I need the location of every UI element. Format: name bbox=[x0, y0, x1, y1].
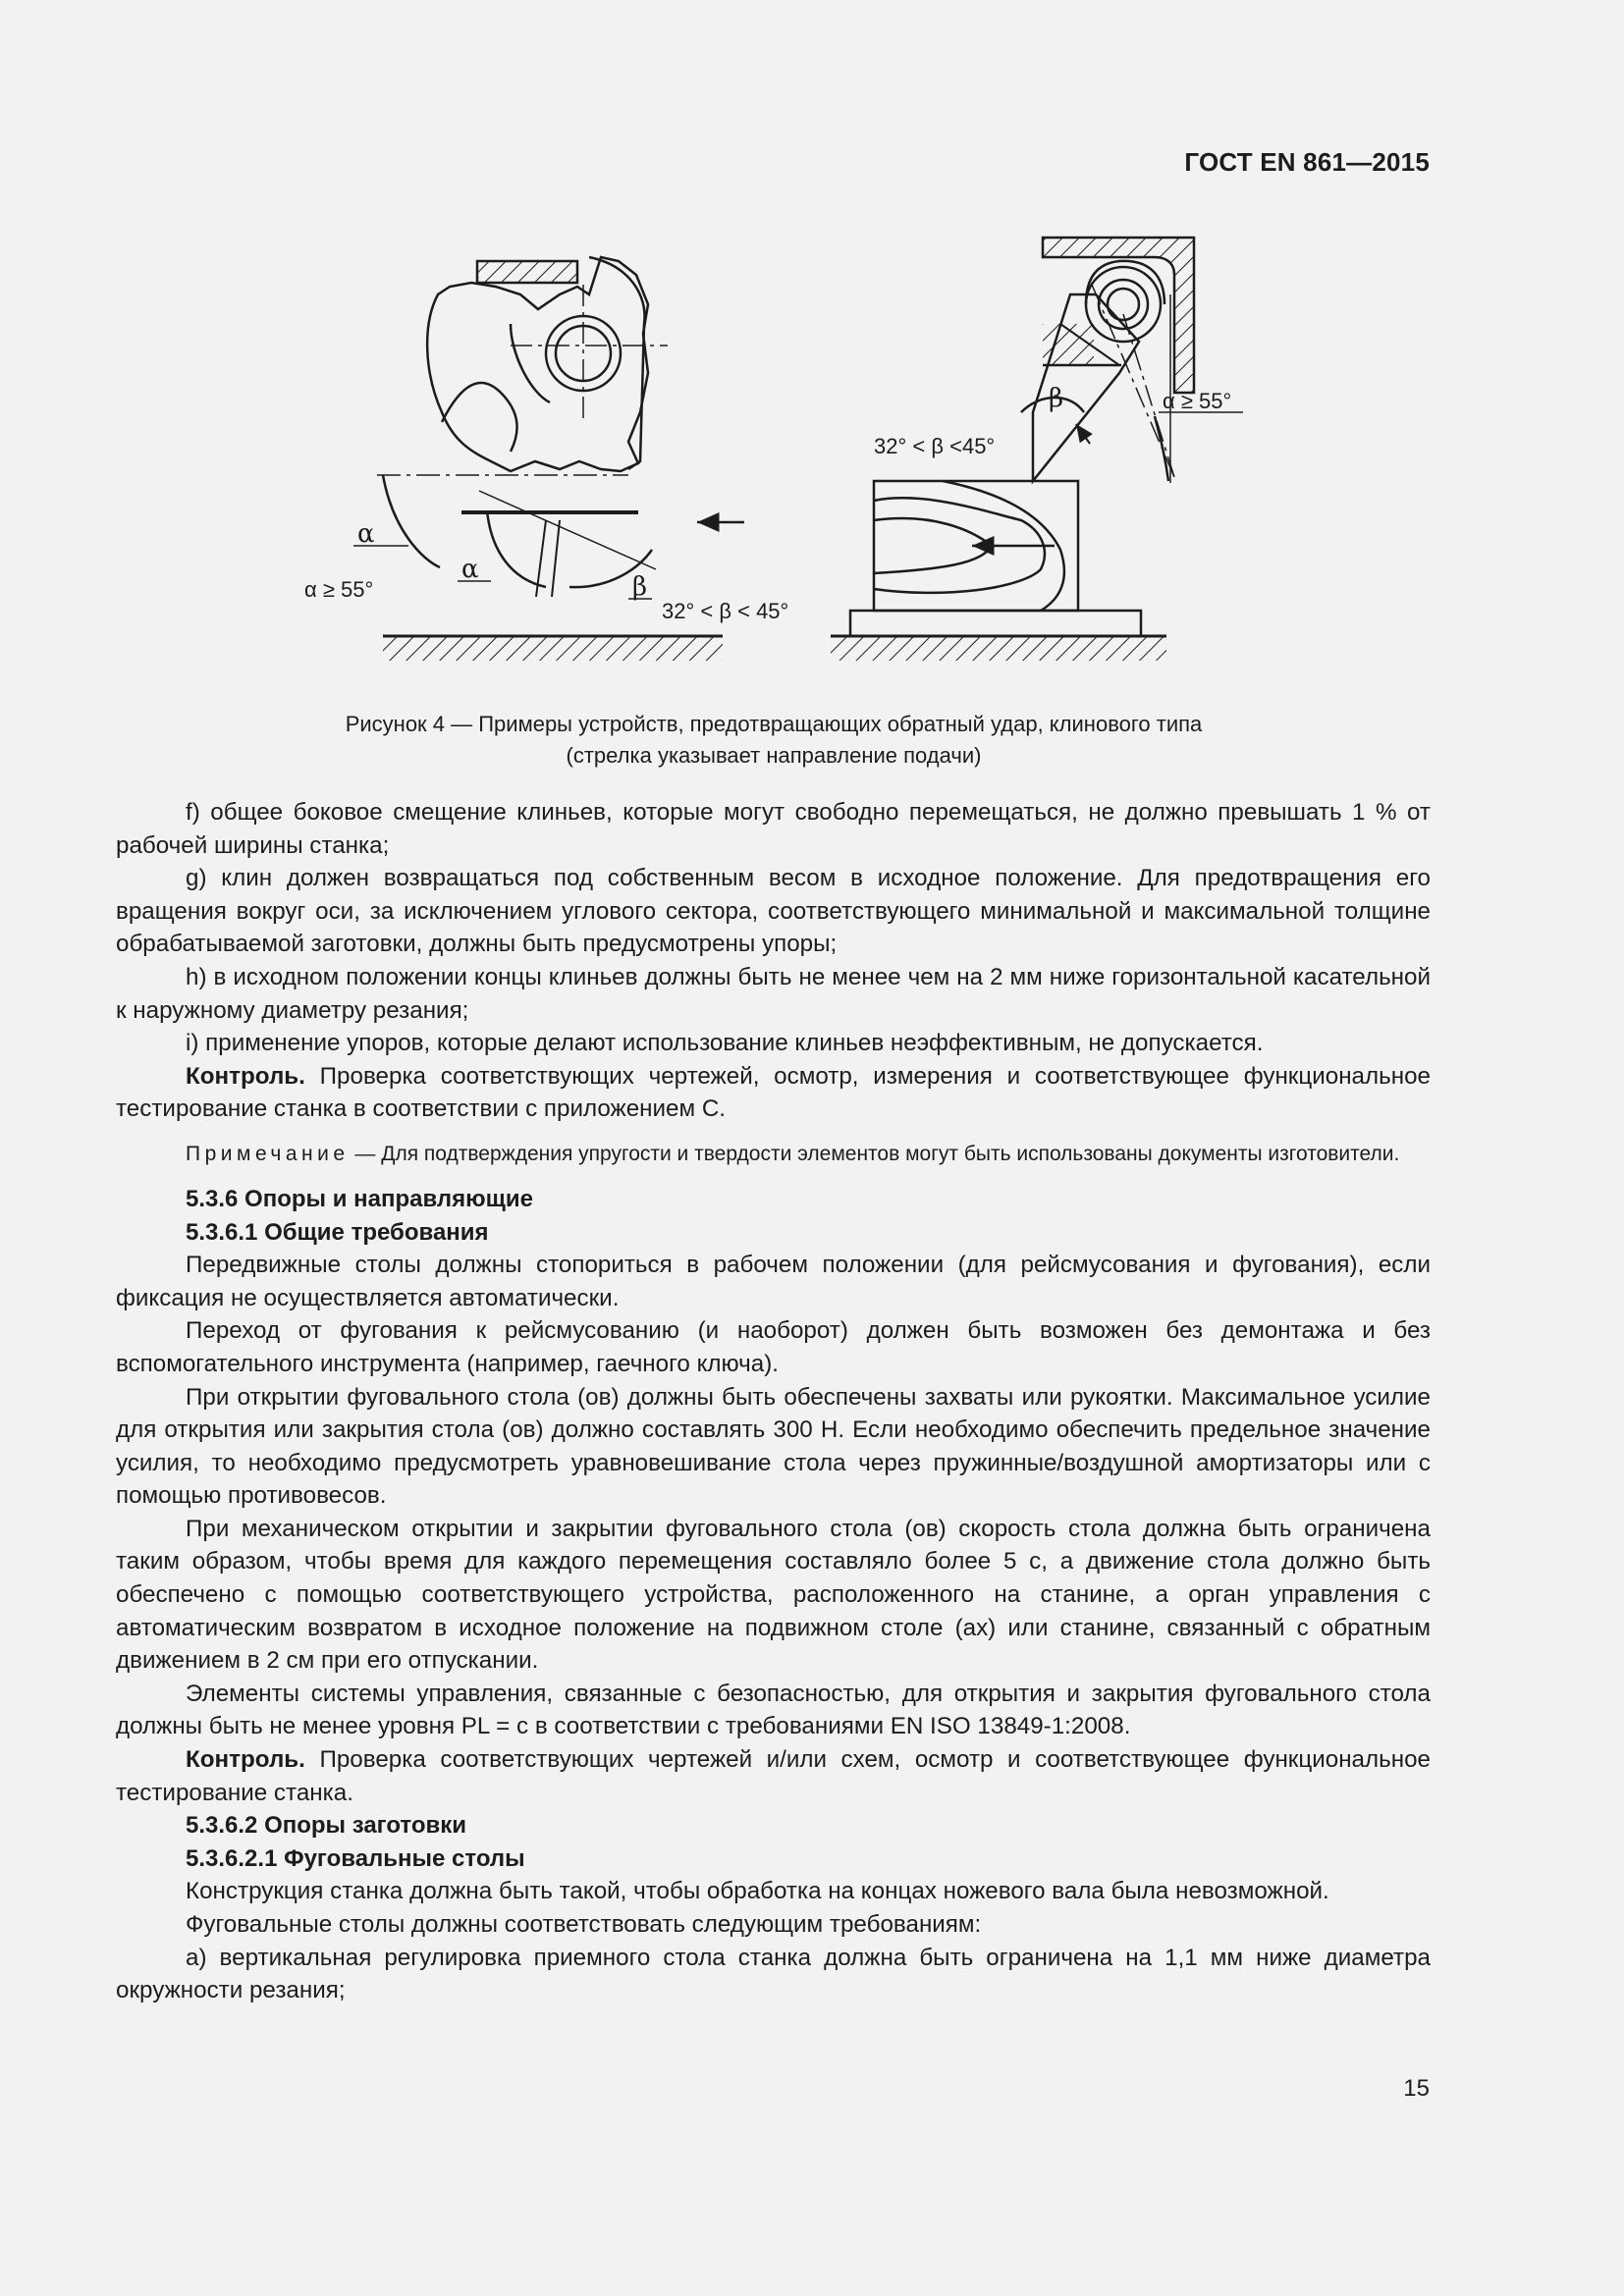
paragraph-1: Передвижные столы должны стопориться в рабочем положении (для рейсмусования и фугования), если фиксация не осуществляется автоматически. bbox=[116, 1252, 1431, 1311]
label-beta-range-left: 32° < β < 45° bbox=[662, 599, 789, 623]
label-alpha-1: α bbox=[357, 519, 375, 549]
caption-line-1: Рисунок 4 — Примеры устройств, предотвращающих обратный удар, клинового типа bbox=[345, 712, 1203, 736]
label-alpha-ge-right: α ≥ 55° bbox=[1163, 389, 1232, 413]
heading-5-3-6-2: 5.3.6.2 Опоры заготовки bbox=[186, 1812, 467, 1840]
control-label-1: Контроль. bbox=[186, 1062, 305, 1090]
heading-5-3-6-2-1: 5.3.6.2.1 Фуговальные столы bbox=[186, 1844, 525, 1872]
label-alpha-2: α bbox=[461, 555, 479, 584]
paragraph-f: f) общее боковое смещение клиньев, которые могут свободно перемещаться, не должно превышать 1 % от рабочей ширины станка; bbox=[116, 799, 1431, 859]
note-text: — Для подтверждения упругости и твердости элементов могут быть использованы документы изготовители. bbox=[354, 1142, 1400, 1165]
paragraph-5: Элементы системы управления, связанные с безопасностью, для открытия и закрытия фуговального стола должны быть не менее уровня PL = c в соответствии с требованиями EN ISO 13849-1:2008. bbox=[116, 1680, 1431, 1740]
label-beta-1: β bbox=[632, 572, 648, 602]
angle-arrow-right bbox=[1076, 424, 1090, 444]
label-beta-range-right: 32° < β <45° bbox=[874, 434, 996, 458]
note-paragraph bbox=[116, 1140, 1431, 1169]
figure-4 bbox=[0, 0, 1624, 707]
paragraph-6: Конструкция станка должна быть такой, чтобы обработка на концах ножевого вала была невозможной. bbox=[186, 1878, 1329, 1905]
paragraph-7: Фуговальные столы должны соответствовать следующим требованиям: bbox=[186, 1911, 982, 1938]
heading-5-3-6: 5.3.6 Опоры и направляющие bbox=[186, 1185, 533, 1212]
paragraph-3: При открытии фуговального стола (ов) должны быть обеспечены захваты или рукоятки. Максимальное усилие для открытия или закрытия стола (ов) должно составлять 300 Н. Если необходимо обеспечить предельное значение усилия, то необходимо предусмотреть уравновешивание стола через пружинные/воздушной амортизаторы или с помощью противовесов. bbox=[116, 1383, 1431, 1510]
label-beta-2: β bbox=[1049, 384, 1064, 413]
label-alpha-ge-left: α ≥ 55° bbox=[304, 577, 374, 602]
page-number: 15 bbox=[1403, 2075, 1430, 2102]
paragraph-h: h) в исходном положении концы клиньев должны быть не менее чем на 2 мм ниже горизонтальной касательной к наружному диаметру резания; bbox=[116, 963, 1431, 1024]
control-text-2: Проверка соответствующих чертежей и/или схем, осмотр и соответствующее функциональное тестирование станка. bbox=[116, 1746, 1431, 1806]
heading-5-3-6-1: 5.3.6.1 Общие требования bbox=[186, 1218, 489, 1246]
document-body bbox=[116, 796, 1431, 2007]
note-label: Примечание bbox=[186, 1142, 350, 1165]
control-label-2: Контроль. bbox=[186, 1746, 305, 1774]
paragraph-2: Переход от фугования к рейсмусованию (и наоборот) должен быть возможен без демонтажа и без вспомогательного инструмента (например, гаечного ключа). bbox=[116, 1317, 1431, 1377]
paragraph-a: a) вертикальная регулировка приемного стола станка должна быть ограничена на 1,1 мм ниже диаметра окружности резания; bbox=[116, 1944, 1431, 2004]
paragraph-4: При механическом открытии и закрытии фуговального стола (ов) скорость стола должна быть ограничена таким образом, чтобы время для каждого перемещения составляло более 5 с, а движение стола должно быть обеспечено с помощью соответствующего устройства, расположенного на станине, а орган управления с автоматическим возвратом в исходное положение на подвижном столе (ах) или станине, связанный с обратным движением в 2 см при его отпускании. bbox=[116, 1515, 1431, 1675]
control-text-1: Проверка соответствующих чертежей, осмотр, измерения и соответствующее функциональное тестирование станка в соответствии с приложением С. bbox=[116, 1062, 1431, 1123]
figure-caption bbox=[116, 709, 1432, 772]
paragraph-g: g) клин должен возвращаться под собственным весом в исходное положение. Для предотвращения его вращения вокруг оси, за исключением углового сектора, соответствующего минимальной и максимальной толщине обрабатываемой заготовки, должны быть предусмотрены упоры; bbox=[116, 865, 1431, 958]
control-paragraph-2 bbox=[116, 1743, 1431, 1809]
control-paragraph-1 bbox=[116, 1060, 1431, 1126]
figure-4-drawing bbox=[0, 0, 1624, 707]
caption-line-2: (стрелка указывает направление подачи) bbox=[566, 743, 982, 768]
paragraph-i: i) применение упоров, которые делают использование клиньев неэффективным, не допускается. bbox=[186, 1030, 1264, 1057]
document-header: ГОСТ EN 861—2015 bbox=[1184, 147, 1430, 177]
